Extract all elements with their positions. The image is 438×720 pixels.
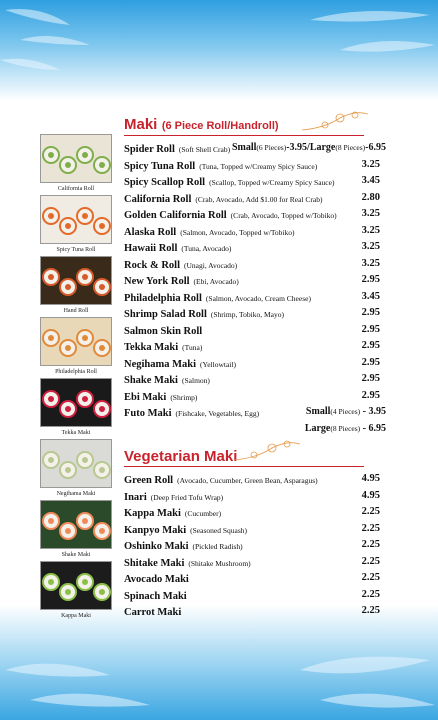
maki-item-alaska-roll — [124, 223, 386, 240]
vegetarian-item-kappa-maki — [124, 504, 386, 521]
maki-item-spider-roll — [124, 140, 386, 157]
photo-caption: Negihama Maki — [56, 491, 96, 497]
size-small-label: Small — [305, 406, 331, 417]
item-description: (Seasoned Squash) — [190, 525, 248, 535]
cherry-blossom-icon — [232, 438, 302, 469]
item-name: Oshinko Maki — [124, 541, 189, 552]
maki-list — [124, 140, 386, 437]
item-name: Hawaii Roll — [124, 243, 178, 254]
photo-column — [40, 134, 112, 622]
vegetarian-title: Vegetarian Maki — [124, 448, 238, 465]
maki-item-ebi-maki — [124, 388, 386, 405]
item-name: Alaska Roll — [124, 226, 177, 238]
vegetarian-list — [124, 471, 386, 620]
item-description: (Unagi, Avocado) — [184, 260, 238, 270]
maki-item-tekka-maki — [124, 338, 386, 355]
item-name: Rock & Roll — [124, 259, 180, 271]
photo-caption: California Roll — [57, 186, 95, 192]
item-description: (Soft Shell Crab) — [178, 145, 231, 154]
item-name: New York Roll — [124, 276, 190, 287]
item-description: (Ebi, Avocado) — [193, 277, 239, 286]
vegetarian-item-kanpyo-maki — [124, 521, 386, 538]
item-price: 2.95 — [361, 274, 380, 285]
item-name: Kanpyo Maki — [124, 524, 187, 536]
item-description: (Cucumber) — [184, 509, 222, 518]
vegetarian-item-spinach-maki — [124, 587, 386, 604]
item-description: (Shrimp, Tobiko, Mayo) — [210, 310, 284, 319]
maki-item-salmon-skin-roll — [124, 322, 386, 339]
maki-item-spicy-scallop-roll — [124, 173, 386, 190]
size-small-price: -3.95 — [286, 142, 308, 153]
item-description: (Salmon, Avocado, Cream Cheese) — [205, 293, 311, 303]
item-name: California Roll — [124, 193, 192, 205]
item-price: 2.25 — [361, 588, 380, 600]
item-price: 2.95 — [361, 373, 380, 384]
item-name: Spicy Scallop Roll — [124, 177, 206, 188]
size-large-pieces: (8 Pieces) — [330, 423, 361, 433]
size-large-price: -6.95 — [365, 142, 386, 153]
item-name: Green Roll — [124, 475, 174, 486]
photo-hand-roll — [40, 256, 112, 305]
item-price: 2.95 — [361, 307, 380, 318]
item-name: Futo Maki — [124, 408, 172, 419]
bamboo-leaves-top-left — [0, 0, 120, 90]
item-name: Shake Maki — [124, 375, 178, 386]
item-price: 3.25 — [361, 158, 380, 170]
size-small-pieces: (6 Pieces) — [256, 143, 287, 152]
item-price: 2.95 — [361, 356, 380, 368]
maki-subtitle: (6 Piece Roll/Handroll) — [161, 120, 279, 132]
photo-negihama-maki — [40, 439, 112, 488]
item-description: (Shitake Mushroom) — [188, 558, 251, 568]
item-price: 2.25 — [361, 605, 380, 616]
maki-section-title — [124, 116, 279, 134]
vegetarian-item-avocado-maki — [124, 570, 386, 587]
photo-tekka-maki — [40, 378, 112, 427]
size-large-price: - 6.95 — [360, 422, 386, 434]
item-name: Shrimp Salad Roll — [124, 309, 207, 320]
vegetarian-section-title — [124, 448, 237, 466]
item-description: (Tuna) — [182, 343, 203, 352]
size-small-pieces: (4 Pieces) — [330, 407, 361, 416]
item-name: Negihama Maki — [124, 358, 197, 370]
item-price: 2.95 — [361, 323, 380, 335]
photo-caption: Tekka Maki — [61, 430, 91, 436]
item-description: (Scallop, Topped w/Creamy Spicy Sauce) — [209, 178, 335, 187]
item-description: (Avocado, Cucumber, Green Bean, Asparagus) — [177, 476, 318, 485]
item-price: 3.45 — [361, 290, 380, 302]
maki-item-california-roll — [124, 190, 386, 207]
item-description: (Salmon) — [181, 376, 210, 385]
photo-california-roll — [40, 134, 112, 183]
maki-item-new-york-roll — [124, 272, 386, 289]
futo-maki-small-price — [306, 404, 386, 421]
item-name: Kappa Maki — [124, 508, 181, 519]
maki-item-shake-maki — [124, 371, 386, 388]
item-description: (Fishcake, Vegetables, Egg) — [175, 409, 260, 418]
item-description: (Crab, Avocado, Topped w/Tobiko) — [230, 211, 337, 220]
item-name: Shitake Maki — [124, 557, 185, 569]
item-description: (Pickled Radish) — [192, 542, 243, 551]
photo-caption: Hand Roll — [63, 308, 89, 314]
item-description: (Tuna, Avocado) — [181, 244, 232, 253]
item-description: (Deep Fried Tofu Wrap) — [150, 492, 224, 502]
item-price: 2.95 — [361, 389, 380, 401]
item-price: 3.25 — [361, 241, 380, 252]
spider-roll-size-prices — [232, 140, 386, 157]
photo-spicy-tuna-roll — [40, 195, 112, 244]
item-price: 2.25 — [361, 572, 380, 583]
futo-maki-large-price — [124, 421, 386, 438]
size-large-label: Large — [304, 422, 331, 434]
item-price: 3.25 — [361, 208, 380, 219]
maki-item-philadelphia-roll — [124, 289, 386, 306]
bamboo-leaves-top-right — [300, 0, 438, 80]
futo-maki-large-size — [305, 421, 386, 438]
item-name: Spinach Maki — [124, 590, 187, 602]
size-separator: / — [307, 142, 310, 153]
item-price: 2.25 — [361, 522, 380, 534]
item-name: Spider Roll — [124, 144, 175, 155]
item-price: 4.95 — [361, 473, 380, 484]
item-description: (Salmon, Avocado, Topped w/Tobiko) — [180, 227, 295, 237]
size-large-pieces: (8 Pieces) — [335, 143, 366, 152]
maki-item-rock-and-roll — [124, 256, 386, 273]
maki-divider — [124, 135, 364, 136]
photo-caption: Kappa Maki — [61, 613, 91, 619]
photo-caption: Spicy Tuna Roll — [56, 247, 96, 253]
item-price: 2.25 — [361, 539, 380, 550]
size-small-label: Small — [231, 142, 257, 153]
item-price: 4.95 — [361, 489, 380, 501]
item-description: (Crab, Avocado, Add $1.00 for Real Crab) — [195, 194, 323, 204]
photo-caption: Shake Maki — [61, 552, 91, 558]
size-large-label: Large — [309, 142, 336, 153]
item-price: 2.25 — [361, 555, 380, 567]
item-name: Inari — [124, 491, 147, 503]
photo-caption: Philadelphia Roll — [55, 369, 97, 375]
item-description: (Yellowtail) — [200, 359, 236, 369]
photo-kappa-maki — [40, 561, 112, 610]
maki-item-spicy-tuna-roll — [124, 157, 386, 174]
size-small-price: - 3.95 — [360, 406, 386, 417]
item-description: (Tuna, Topped w/Creamy Spicy Sauce) — [199, 161, 318, 171]
item-name: Ebi Maki — [124, 391, 167, 403]
vegetarian-item-inari — [124, 488, 386, 505]
bamboo-leaves-bottom-left — [0, 640, 160, 720]
item-price: 2.80 — [361, 191, 380, 203]
item-price: 2.95 — [361, 340, 380, 351]
vegetarian-item-carrot-maki — [124, 603, 386, 620]
vegetarian-divider — [124, 466, 364, 467]
item-name: Avocado Maki — [124, 574, 189, 585]
item-price: 3.25 — [361, 224, 380, 236]
bamboo-leaves-bottom-right — [290, 630, 438, 720]
photo-shake-maki — [40, 500, 112, 549]
item-name: Salmon Skin Roll — [124, 325, 203, 337]
maki-title: Maki — [124, 116, 158, 133]
item-price: 3.45 — [361, 175, 380, 186]
photo-philadelphia-roll — [40, 317, 112, 366]
item-price: 2.25 — [361, 506, 380, 517]
item-name: Spicy Tuna Roll — [124, 160, 196, 172]
vegetarian-item-green-roll — [124, 471, 386, 488]
maki-item-shrimp-salad-roll — [124, 305, 386, 322]
vegetarian-item-shitake-maki — [124, 554, 386, 571]
item-name: Philadelphia Roll — [124, 292, 202, 304]
item-name: Golden California Roll — [124, 210, 227, 221]
item-price: 3.25 — [361, 257, 380, 269]
maki-item-hawaii-roll — [124, 239, 386, 256]
vegetarian-item-oshinko-maki — [124, 537, 386, 554]
maki-item-negihama-maki — [124, 355, 386, 372]
maki-item-futo-maki — [124, 404, 386, 421]
item-name: Tekka Maki — [124, 342, 179, 353]
maki-item-golden-california-roll — [124, 206, 386, 223]
item-description: (Shrimp) — [170, 392, 198, 402]
item-name: Carrot Maki — [124, 607, 182, 618]
